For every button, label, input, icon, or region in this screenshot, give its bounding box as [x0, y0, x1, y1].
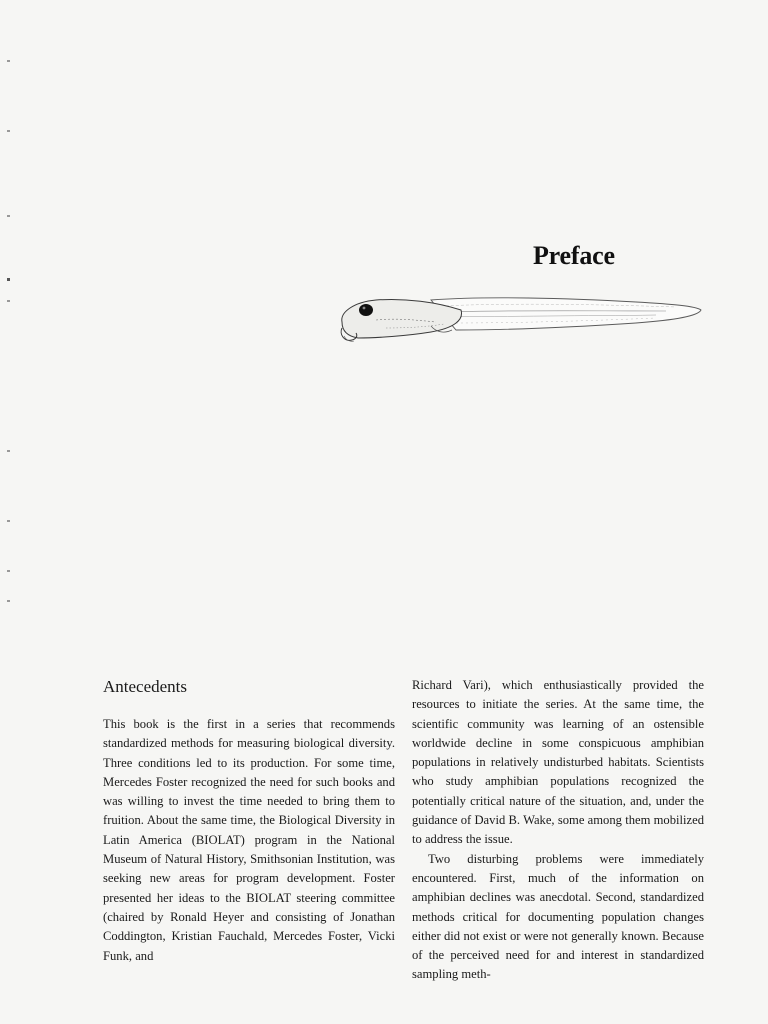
page-title: Preface	[533, 241, 615, 271]
section-heading: Antecedents	[103, 677, 188, 696]
right-text-column	[412, 676, 704, 985]
paragraph: Richard Vari), which enthusiastically provided the resources to initiate the series. At the same time, the scientific community was learning of an ostensible worldwide decline in some conspicuous amphibian populations in relatively undisturbed habitats. Scientists who study amphibian populations recognized the potentially critical nature of the situation, and, under the guidance of David B. Wake, some among them mobilized to address the issue.	[412, 678, 704, 847]
tadpole-illustration	[336, 290, 702, 346]
paragraph: Two disturbing problems were immediately encountered. First, much of the information on amphibian declines was anecdotal. Second, standardized methods critical for documenting population changes either did not exist or were not generally known. Because of the perceived need for and interest in standardized sampling meth-	[412, 851, 704, 982]
paragraph: This book is the first in a series that recommends standardized methods for measuring biological diversity. Three conditions led to its production. For some time, Mercedes Foster recognized the need for such books and was willing to invest the time needed to bring them to fruition. About the same time, the Biological Diversity in Latin America (BIOLAT) program in the National Museum of Natural History, Smithsonian Institution, was seeking new areas for program development. Foster presented her ideas to the BIOLAT steering committee (chaired by Ronald Heyer and consisting of Jonathan Coddington, Kristian Fauchald, Mercedes Foster, Vicki Funk, and	[103, 717, 395, 963]
left-text-column	[103, 676, 395, 966]
